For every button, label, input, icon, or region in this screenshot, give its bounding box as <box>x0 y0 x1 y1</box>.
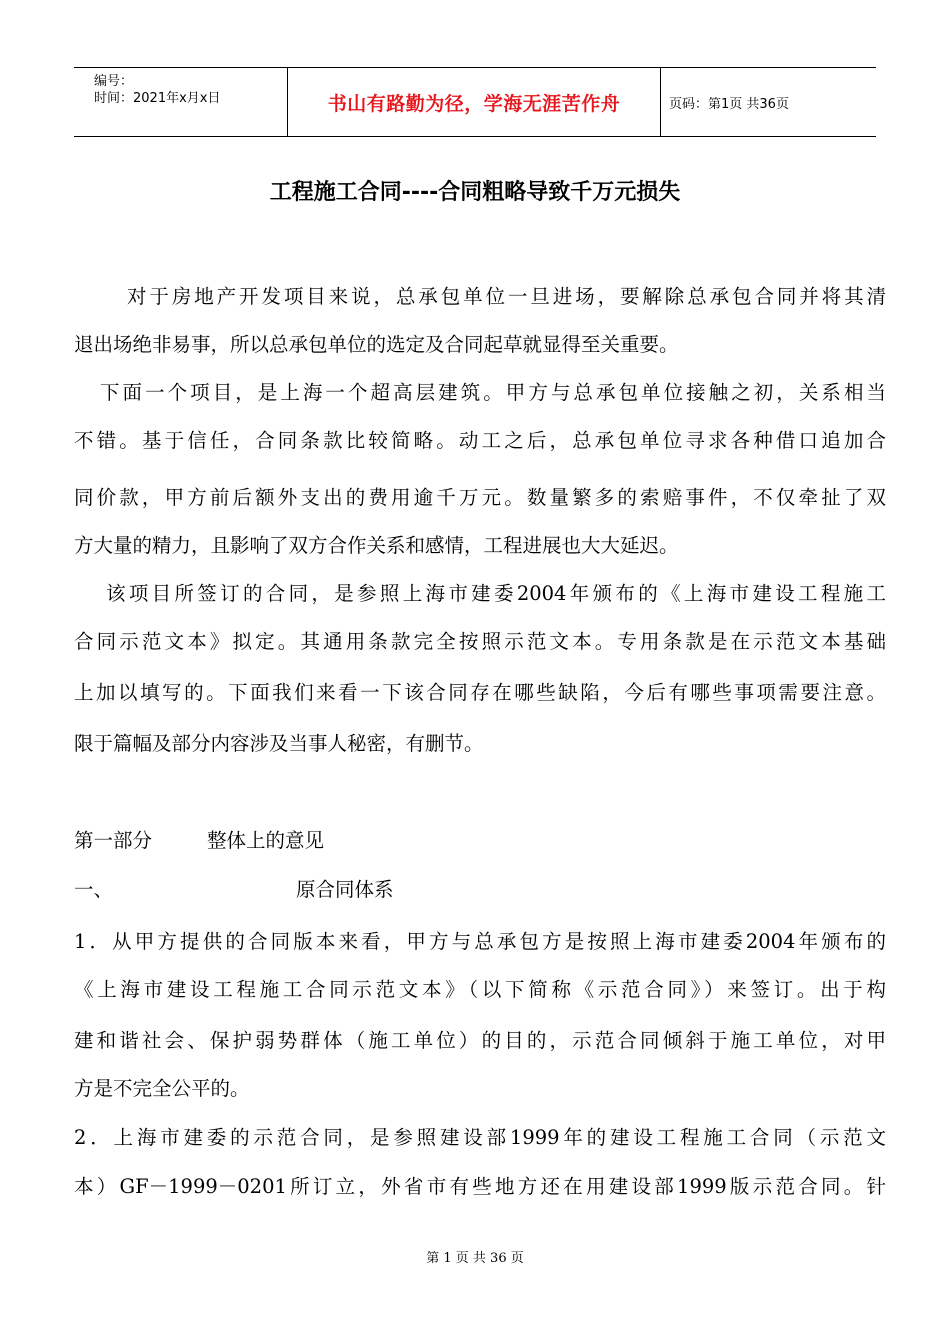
paragraph-line: 建和谐社会、保护弱势群体（施工单位）的目的，示范合同倾斜于施工单位，对甲 <box>74 1029 886 1052</box>
paragraph-line: 方是不完全公平的。 <box>74 1077 250 1100</box>
motto-text: 书山有路勤为径，学海无涯苦作舟 <box>327 92 621 115</box>
paragraph-line: 《上海市建设工程施工合同示范文本》（以下简称《示范合同》）来签订。出于构 <box>74 978 886 1001</box>
paragraph-line: 本）GF－1999－0201所订立，外省市有些地方还在用建设部1999版示范合同。针 <box>74 1175 886 1198</box>
header-page-info <box>661 68 876 136</box>
paragraph-line: 不错。基于信任，合同条款比较简略。动工之后，总承包单位寻求各种借口追加合 <box>74 429 886 452</box>
paragraph-line: 限于篇幅及部分内容涉及当事人秘密，有删节。 <box>74 732 484 755</box>
paragraph-line: 合同示范文本》拟定。其通用条款完全按照示范文本。专用条款是在示范文本基础 <box>74 630 886 653</box>
header-meta <box>74 68 286 136</box>
paragraph-line: 方大量的精力，且影响了双方合作关系和感情，工程进展也大大延迟。 <box>74 534 679 557</box>
number-label: 编号： <box>94 74 134 89</box>
time-label: 时间：2021年x月x日 <box>94 91 221 106</box>
paragraph-line: 该项目所签订的合同，是参照上海市建委2004年颁布的《上海市建设工程施工 <box>106 582 886 605</box>
header-motto-cell <box>287 68 661 136</box>
page-footer: 第 1 页 共 36 页 <box>426 1251 524 1266</box>
paragraph-line: 对于房地产开发项目来说，总承包单位一旦进场，要解除总承包合同并将其清 <box>127 285 886 308</box>
section-heading: 整体上的意见 <box>207 829 325 852</box>
section-number: 第一部分 <box>74 829 153 852</box>
document-title: 工程施工合同----合同粗略导致千万元损失 <box>269 180 681 205</box>
document-header <box>74 67 876 137</box>
subsection-heading: 原合同体系 <box>296 878 394 901</box>
paragraph-line: 2．上海市建委的示范合同，是参照建设部1999年的建设工程施工合同（示范文 <box>74 1126 886 1149</box>
paragraph-line: 下面一个项目，是上海一个超高层建筑。甲方与总承包单位接触之初，关系相当 <box>100 381 886 404</box>
subsection-number: 一、 <box>74 878 114 901</box>
page-info-text: 页码：第1页 共36页 <box>669 96 789 112</box>
paragraph-line: 退出场绝非易事，所以总承包单位的选定及合同起草就显得至关重要。 <box>74 333 679 356</box>
paragraph-line: 1．从甲方提供的合同版本来看，甲方与总承包方是按照上海市建委2004年颁布的 <box>74 930 886 953</box>
paragraph-line: 上加以填写的。下面我们来看一下该合同存在哪些缺陷，今后有哪些事项需要注意。 <box>74 681 886 704</box>
paragraph-line: 同价款，甲方前后额外支出的费用逾千万元。数量繁多的索赔事件，不仅牵扯了双 <box>74 486 886 509</box>
